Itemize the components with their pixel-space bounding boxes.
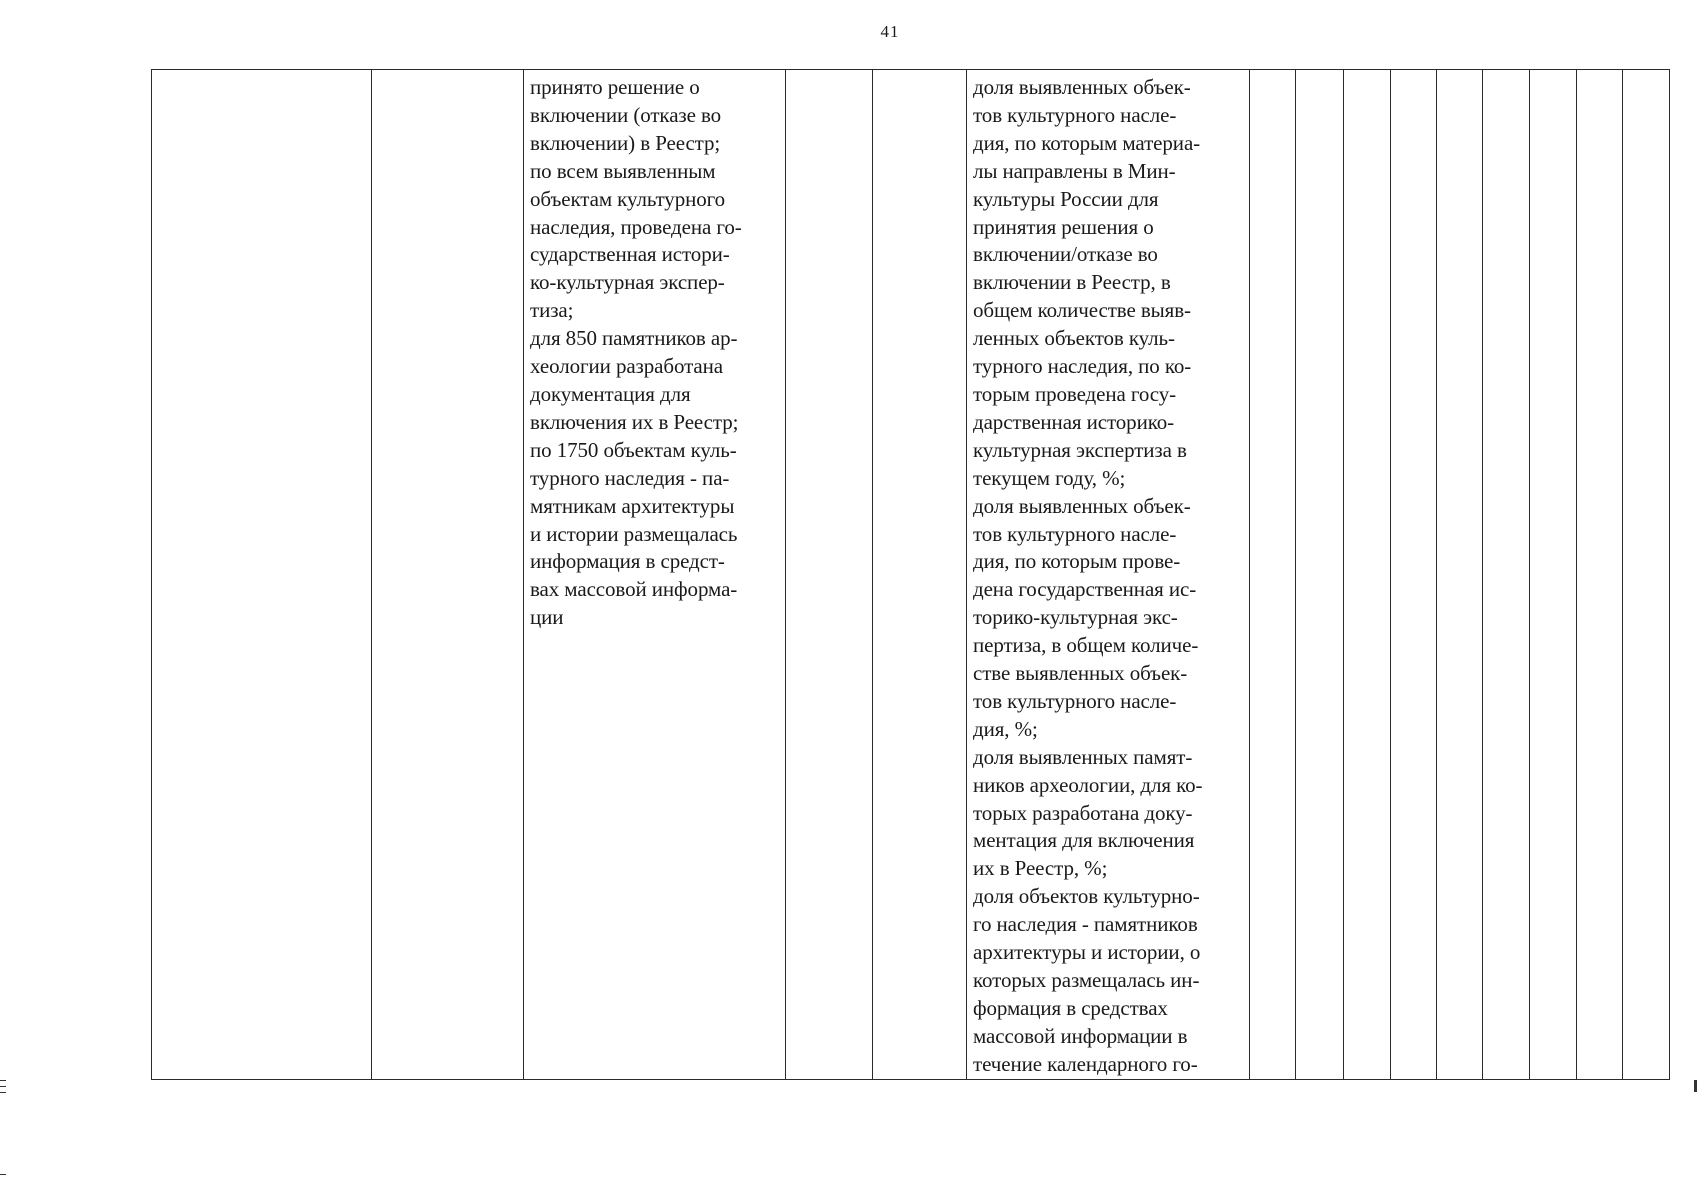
table-cell-col3 (524, 70, 786, 1080)
table-cell-col6 (967, 70, 1250, 1080)
table-cell-col11 (1437, 70, 1483, 1080)
scan-mark-left-bottom (0, 1092, 6, 1093)
table-cell-col10 (1391, 70, 1437, 1080)
table-cell-col9 (1344, 70, 1391, 1080)
table-cell-col1 (152, 70, 372, 1080)
indicators-text: доля выявленных объек- тов культурного насле- дия, по которым материа- лы направлены в Мин- культуры России для принятия решения о включении/отказе во включении в Реестр, в общем количестве выяв- ленных объектов куль- турного наследия, по ко- торым проведена госу- дарственная историко- культурная экспертиза в текущем году, %; доля выявленных объек- тов культурного насле- дия, по которым прове- дена государственная ис- торико-культурная экс- пертиза, в общем количе- стве выявленных объек- тов культурного насле- дия, %; доля выявленных памят- ников археологии, для ко- торых разработана доку- ментация для включения их в Реестр, %; доля объектов культурно- го наследия - памятников архитектуры и истории, о которых размещалась ин- формация в средствах массовой информации в течение календарного го- (973, 75, 1203, 1076)
table-cell-col8 (1296, 70, 1344, 1080)
table-cell-col5 (873, 70, 967, 1080)
table-cell-col12 (1483, 70, 1530, 1080)
table-cell-col15 (1623, 70, 1670, 1080)
table-row (152, 70, 1670, 1080)
scan-mark-left-lower (0, 1174, 6, 1175)
page-number: 41 (880, 22, 900, 41)
table-cell-col2 (372, 70, 524, 1080)
table-cell-col14 (1577, 70, 1623, 1080)
program-table (151, 69, 1670, 1080)
table-cell-col7 (1250, 70, 1296, 1080)
table-cell-col13 (1530, 70, 1577, 1080)
expected-results-text: принято решение о включении (отказе во включении) в Реестр; по всем выявленным объектам культурного наследия, проведена го- сударственная истори- ко-культурная экспер- тиза; для 850 памятников ар- хеологии разработана документация для включения их в Реестр; по 1750 объектам куль- турного наследия - па- мятникам архитектуры и истории размещалась информация в средст- вах массовой информа- ции (530, 75, 742, 630)
scan-mark-left-mid (0, 1086, 6, 1087)
scan-mark-left-top (0, 1080, 6, 1081)
table-cell-col4 (786, 70, 873, 1080)
